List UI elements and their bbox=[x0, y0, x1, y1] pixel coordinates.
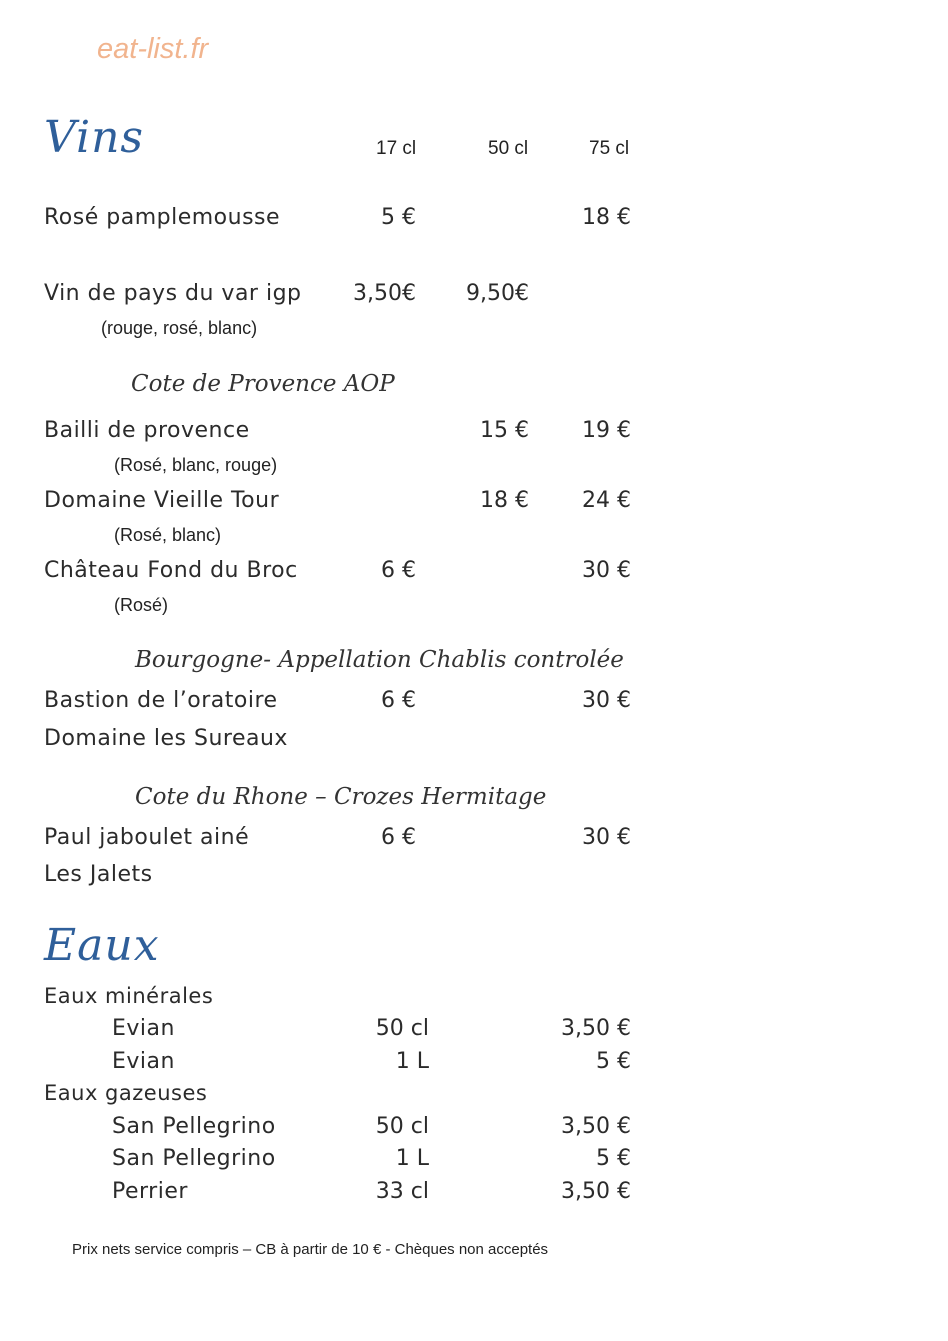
wine-name: Domaine les Sureaux bbox=[44, 726, 288, 751]
water-name: Perrier bbox=[112, 1179, 188, 1204]
wine-name: Château Fond du Broc bbox=[44, 558, 298, 583]
wine-name: Domaine Vieille Tour bbox=[44, 488, 280, 513]
water-name: San Pellegrino bbox=[112, 1114, 276, 1139]
water-category-minerales: Eaux minérales bbox=[44, 984, 214, 1008]
water-size: 50 cl bbox=[375, 1114, 429, 1139]
wine-name: Bastion de l’oratoire bbox=[44, 688, 278, 713]
water-category-gazeuses: Eaux gazeuses bbox=[44, 1081, 208, 1105]
wine-name: Vin de pays du var igp bbox=[44, 281, 302, 306]
water-size: 1 L bbox=[395, 1049, 429, 1074]
price-50cl: 18 € bbox=[480, 488, 529, 513]
section-title-vins: Vins bbox=[44, 112, 144, 163]
price-50cl: 9,50€ bbox=[466, 281, 529, 306]
section-title-eaux: Eaux bbox=[44, 920, 160, 971]
water-price: 3,50 € bbox=[561, 1114, 631, 1139]
price-50cl: 15 € bbox=[480, 418, 529, 443]
water-price: 5 € bbox=[596, 1049, 631, 1074]
subsection-heading-rhone: Cote du Rhone – Crozes Hermitage bbox=[135, 784, 547, 810]
water-size: 1 L bbox=[395, 1146, 429, 1171]
footer-note: Prix nets service compris – CB à partir de 10 € - Chèques non acceptés bbox=[72, 1241, 549, 1258]
watermark-text: eat-list.fr bbox=[97, 33, 209, 65]
column-header-17cl: 17 cl bbox=[376, 138, 417, 159]
water-name: San Pellegrino bbox=[112, 1146, 276, 1171]
price-17cl: 5 € bbox=[381, 205, 416, 230]
water-size: 50 cl bbox=[375, 1016, 429, 1041]
price-75cl: 19 € bbox=[582, 418, 631, 443]
water-name: Evian bbox=[112, 1016, 175, 1041]
price-17cl: 6 € bbox=[381, 825, 416, 850]
subsection-heading-bourgogne: Bourgogne- Appellation Chablis controlée bbox=[135, 647, 624, 673]
price-17cl: 6 € bbox=[381, 688, 416, 713]
water-size: 33 cl bbox=[375, 1179, 429, 1204]
wine-note: (rouge, rosé, blanc) bbox=[101, 318, 258, 338]
wine-note: (Rosé) bbox=[114, 595, 169, 615]
wine-name: Rosé pamplemousse bbox=[44, 205, 281, 230]
price-17cl: 6 € bbox=[381, 558, 416, 583]
column-header-50cl: 50 cl bbox=[488, 138, 529, 159]
wine-name: Les Jalets bbox=[44, 862, 153, 887]
wine-note: (Rosé, blanc) bbox=[114, 525, 222, 545]
subsection-heading-provence: Cote de Provence AOP bbox=[131, 371, 395, 397]
price-75cl: 30 € bbox=[582, 688, 631, 713]
wine-name: Paul jaboulet ainé bbox=[44, 825, 250, 850]
column-header-75cl: 75 cl bbox=[589, 138, 630, 159]
price-75cl: 30 € bbox=[582, 558, 631, 583]
price-17cl: 3,50€ bbox=[353, 281, 416, 306]
wine-name: Bailli de provence bbox=[44, 418, 250, 443]
price-75cl: 18 € bbox=[582, 205, 631, 230]
water-price: 3,50 € bbox=[561, 1016, 631, 1041]
water-price: 5 € bbox=[596, 1146, 631, 1171]
price-75cl: 30 € bbox=[582, 825, 631, 850]
water-price: 3,50 € bbox=[561, 1179, 631, 1204]
water-name: Evian bbox=[112, 1049, 175, 1074]
price-75cl: 24 € bbox=[582, 488, 631, 513]
wine-note: (Rosé, blanc, rouge) bbox=[114, 455, 278, 475]
